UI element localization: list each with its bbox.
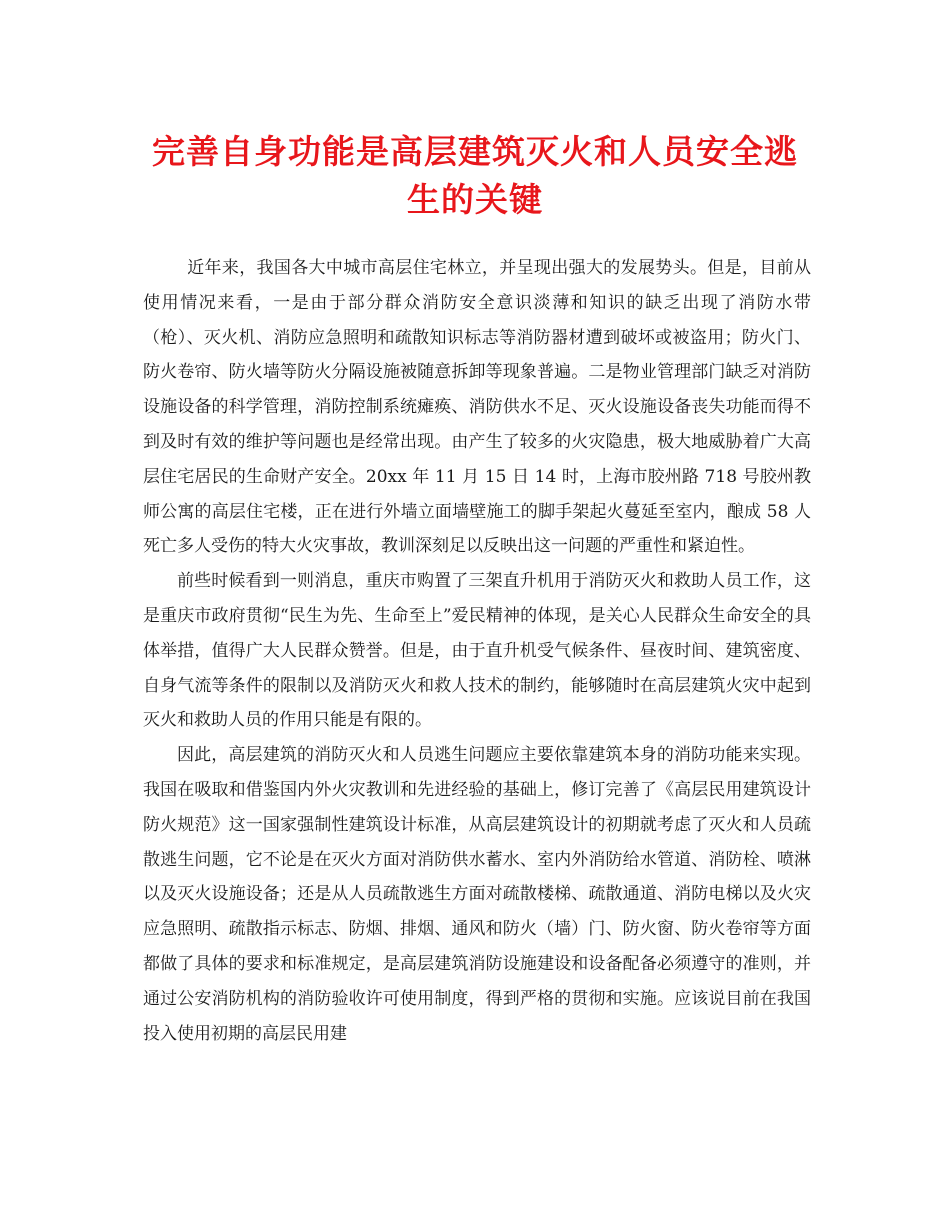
document-body <box>143 251 811 1051</box>
paragraph-1: 近年来，我国各大中城市高层住宅林立，并呈现出强大的发展势头。但是，目前从使用情况来看，一是由于部分群众消防安全意识淡薄和知识的缺乏出现了消防水带（枪）、灭火机、消防应急照明和疏散知识标志等消防器材遭到破坏或被盗用；防火门、防火卷帘、防火墙等防火分隔设施被随意拆卸等现象普遍。二是物业管理部门缺乏对消防设施设备的科学管理，消防控制系统瘫痪、消防供水不足、灭火设施设备丧失功能而得不到及时有效的维护等问题也是经常出现。由产生了较多的火灾隐患，极大地威胁着广大高层住宅居民的生命财产安全。20xx 年 11 月 15 日 14 时，上海市胶州路 718 号胶州教师公寓的高层住宅楼，正在进行外墙立面墙壁施工的脚手架起火蔓延至室内，酿成 58 人死亡多人受伤的特大火灾事故，教训深刻足以反映出这一问题的严重性和紧迫性。 <box>143 258 811 557</box>
document-title: 完善自身功能是高层建筑灭火和人员安全逃生的关键 <box>152 132 798 219</box>
paragraph-3: 因此，高层建筑的消防灭火和人员逃生问题应主要依靠建筑本身的消防功能来实现。我国在吸取和借鉴国内外火灾教训和先进经验的基础上，修订完善了《高层民用建筑设计防火规范》这一国家强制性建筑设计标准，从高层建筑设计的初期就考虑了灭火和人员疏散逃生问题，它不论是在灭火方面对消防供水蓄水、室内外消防给水管道、消防栓、喷淋以及灭火设施设备；还是从人员疏散逃生方面对疏散楼梯、疏散通道、消防电梯以及火灾应急照明、疏散指示标志、防烟、排烟、通风和防火（墙）门、防火窗、防火卷帘等方面都做了具体的要求和标准规定，是高层建筑消防设施建设和设备配备必须遵守的准则，并通过公安消防机构的消防验收许可使用制度，得到严格的贯彻和实施。应该说目前在我国投入使用初期的高层民用建 <box>143 745 811 1044</box>
paragraph-2: 前些时候看到一则消息，重庆市购置了三架直升机用于消防灭火和救助人员工作，这是重庆市政府贯彻“民生为先、生命至上”爱民精神的体现，是关心人民群众生命安全的具体举措，值得广大人民群众赞誉。但是，由于直升机受气候条件、昼夜时间、建筑密度、自身气流等条件的限制以及消防灭火和救人技术的制约，能够随时在高层建筑火灾中起到灭火和救助人员的作用只能是有限的。 <box>143 571 811 731</box>
